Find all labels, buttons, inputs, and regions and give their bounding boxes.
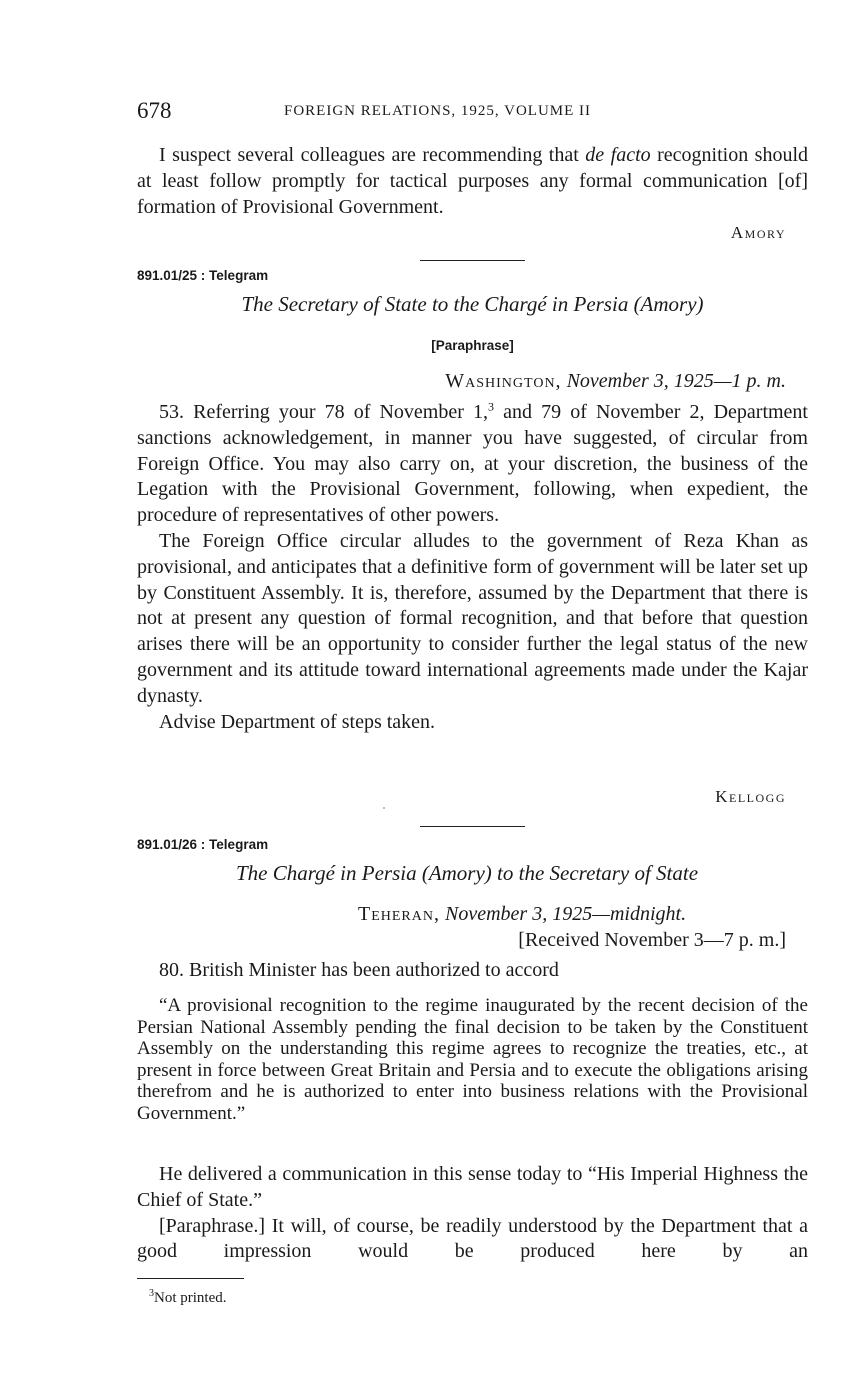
signature-amory: Amory	[730, 223, 786, 242]
quotation: “A provisional recognition to the regime inaugurated by the recent decision of the Persian National Assembly pending the final decision to be taken by the Constituent Assembly on the understanding this regime agrees to recognize the treaties, etc., at present in force between Great Britain and Persia and to execute the obligations arising therefrom and he is authorized to enter into business relations with the Provisional Government.”	[137, 995, 808, 1124]
dateline	[358, 903, 686, 926]
closing-paragraph: I suspect several colleagues are recommending that de facto recognition should at least follow promptly for tactical purposes any formal communication [of] formation of Provisional Government.	[137, 144, 809, 218]
speck	[383, 807, 385, 809]
file-number: 891.01/26 : Telegram	[137, 837, 269, 852]
dateline-place: Teheran,	[358, 903, 440, 925]
footnote-rule	[137, 1278, 244, 1279]
running-head: FOREIGN RELATIONS, 1925, VOLUME II	[284, 103, 592, 119]
page-number: 678	[137, 98, 172, 123]
telegram-body	[137, 958, 808, 984]
telegram-body	[137, 400, 808, 735]
document-title: The Secretary of State to the Chargé in Persia (Amory)	[241, 292, 704, 316]
paragraph: [Paraphrase.] It will, of course, be readily understood by the Department that a good impression would be produced here by an	[137, 1214, 808, 1263]
dateline-date: November 3, 1925—midnight.	[445, 903, 687, 925]
dateline-date: November 3, 1925—1 p. m.	[566, 370, 786, 392]
dateline	[445, 370, 786, 393]
section-divider	[420, 260, 525, 261]
italic-phrase: de facto	[585, 144, 651, 166]
paragraph: The Foreign Office circular alludes to the government of Reza Khan as provisional, and anticipates that a definitive form of government will be later set up by Constituent Assembly. It is, therefore, assumed by the Department that there is not at present any question of formal recognition, and that before that question arises there will be an opportunity to consider further the legal status of the new government and its attitude toward international agreements made under the Kajar dynasty.	[137, 529, 808, 707]
paragraph: 53. Referring your 78 of November 1,$^3$ and 79 of November 2, Department sanctions acknowledgement, in manner you have suggested, of circular from Foreign Office. You may also carry on, at your discretion, the business of the Legation with the Provisional Government, following, when expedient, the procedure of representatives of other powers.	[137, 399, 808, 527]
paragraph: 80. British Minister has been authorized to accord	[159, 959, 559, 981]
page-header	[137, 98, 808, 128]
document-title: The Chargé in Persia (Amory) to the Secretary of State	[235, 861, 699, 885]
footnote-text: Not printed.	[154, 1290, 227, 1306]
paragraph: Advise Department of steps taken.	[159, 710, 436, 733]
footnote	[149, 1290, 227, 1307]
footnote-ref: 3	[488, 399, 494, 414]
file-number: 891.01/25 : Telegram	[137, 268, 269, 283]
telegram-body-continued	[137, 1162, 808, 1265]
section-divider	[420, 826, 525, 827]
footnote-marker: 3	[149, 1288, 154, 1299]
dateline-place: Washington,	[445, 370, 562, 392]
continued-telegram-text	[137, 143, 808, 220]
signature-kellogg: Kellogg	[715, 787, 786, 806]
quoted-statement	[137, 995, 808, 1125]
paragraph: He delivered a communication in this sense today to “His Imperial Highness the Chief of State.”	[137, 1163, 808, 1211]
paraphrase-note: [Paraphrase]	[431, 338, 514, 353]
received-line: [Received November 3—7 p. m.]	[518, 929, 786, 951]
